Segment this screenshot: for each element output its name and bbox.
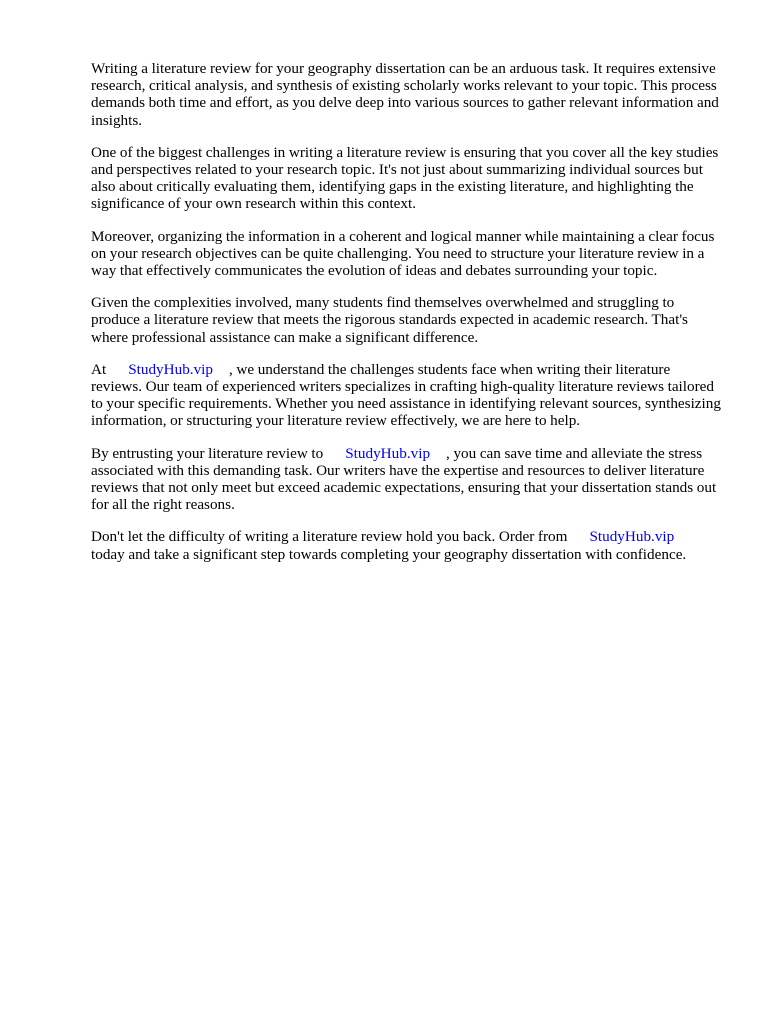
- paragraph-at-studyhub: [91, 361, 721, 430]
- paragraph-complexities: Given the complexities involved, many students find themselves overwhelmed and struggling to produce a literature review that meets the rigorous standards expected in academic research. That's where professional assistance can make a significant difference.: [91, 294, 688, 346]
- paragraph-text-before: At: [91, 360, 107, 378]
- paragraph-challenges: One of the biggest challenges in writing a literature review is ensuring that you cover all the key studies and perspectives related to your research topic. It's not just about summarizing individual sources but also about critically evaluating them, identifying gaps in the existing literature, and highlighting the significance of your own research within this context.: [91, 143, 719, 213]
- paragraph-intro: Writing a literature review for your geography dissertation can be an arduous task. It requires extensive research, critical analysis, and synthesis of existing scholarly works relevant to your topic. This process demands both time and effort, as you delve deep into various sources to gather relevant information and insights.: [91, 60, 719, 129]
- document-page: [91, 60, 721, 578]
- studyhub-link[interactable]: StudyHub.vip: [345, 444, 431, 462]
- paragraph-order: [91, 528, 721, 562]
- paragraph-text-before: By entrusting your literature review to: [91, 444, 324, 462]
- paragraph-organizing: Moreover, organizing the information in a coherent and logical manner while maintaining a clear focus on your research objectives can be quite challenging. You need to structure your literature review in a way that effectively communicates the evolution of ideas and debates surrounding your topic.: [91, 227, 715, 280]
- paragraph-text-after: , you can save time and alleviate the stress associated with this demanding task. Our writers have the expertise and resources to deliver literature reviews that not only meet but exceed academic expectations, ensuring that your dissertation stands out for all the right reasons.: [91, 444, 717, 514]
- paragraph-text-after: , we understand the challenges students face when writing their literature reviews. Our team of experienced writers specializes in crafting high-quality literature reviews tailored to your specific requirements. Whether you need assistance in identifying relevant sources, synthesizing information, or structuring your literature review effectively, we are here to help.: [91, 360, 721, 430]
- paragraph-entrusting: [91, 445, 721, 514]
- paragraph-text-before: Don't let the difficulty of writing a literature review hold you back. Order from: [91, 528, 568, 546]
- paragraph-text-after: today and take a significant step towards completing your geography dissertation with confidence.: [91, 545, 687, 563]
- studyhub-link[interactable]: StudyHub.vip: [589, 528, 675, 546]
- studyhub-link[interactable]: StudyHub.vip: [128, 360, 213, 378]
